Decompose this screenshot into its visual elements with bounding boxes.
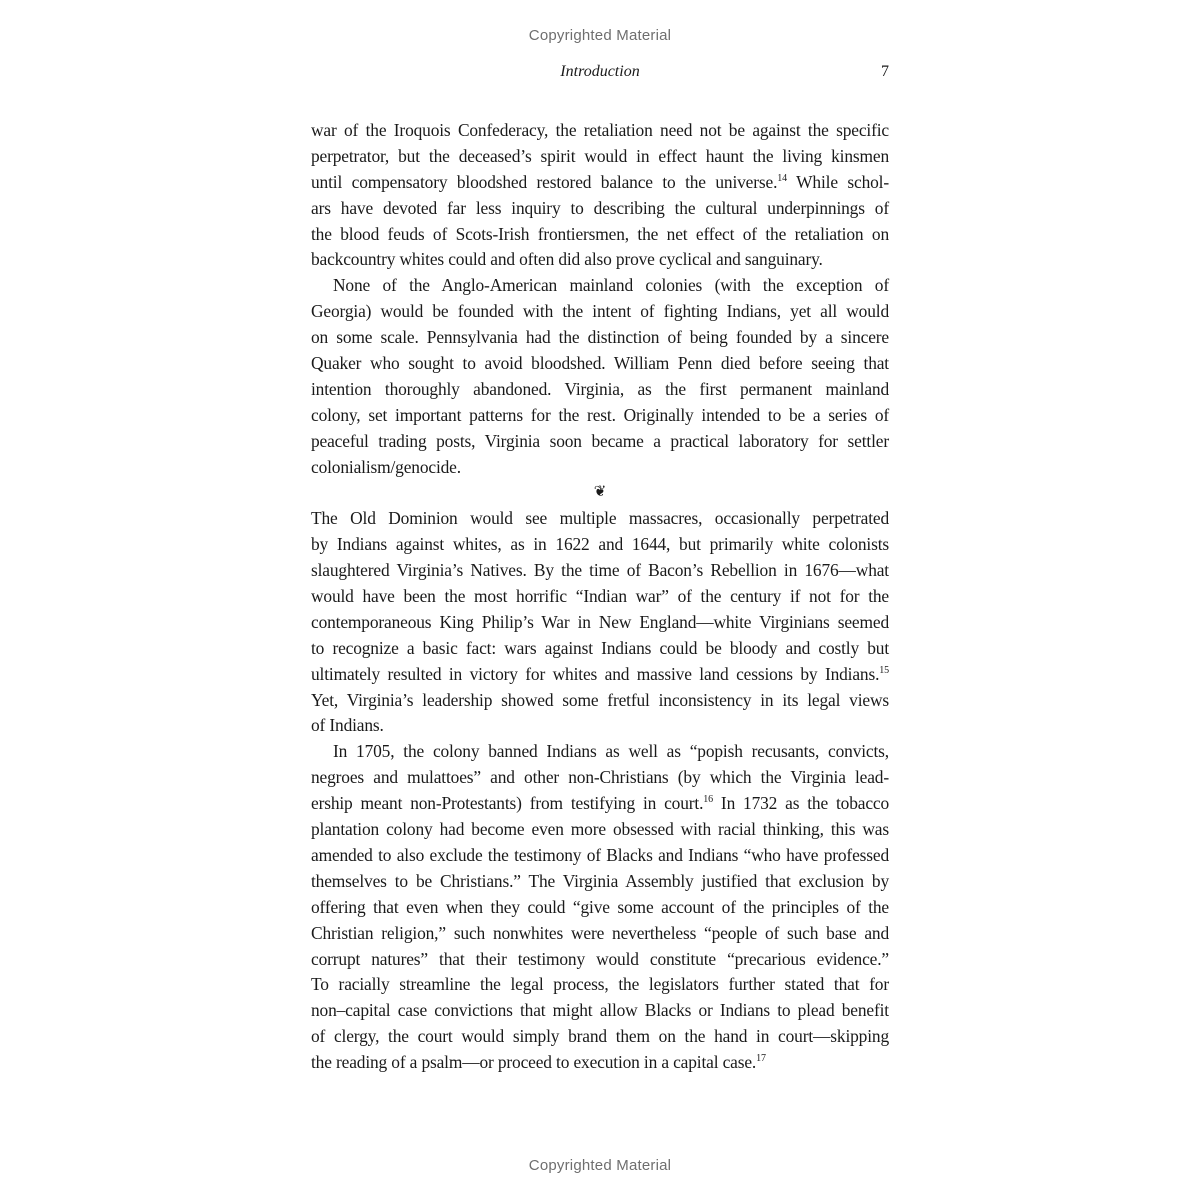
text-line: Yet, Virginia’s leadership showed some fretful inconsistency in its legal views: [311, 689, 889, 710]
text-line: corrupt natures” that their testimony would constitute “precarious evidence.”: [311, 948, 889, 969]
text-line: backcountry whites could and often did also prove cyclical and sanguinary.: [311, 249, 823, 270]
text-line: Quaker who sought to avoid bloodshed. William Penn died before seeing that: [311, 353, 889, 374]
text-line: The Old Dominion would see multiple massacres, occasionally perpetrated: [311, 508, 889, 529]
paragraph: [311, 273, 889, 480]
running-head: [311, 63, 889, 85]
text-line: offering that even when they could “give some account of the principles of the: [311, 896, 889, 917]
text-segment: While schol-: [786, 171, 889, 192]
text-line: None of the Anglo-American mainland colonies (with the exception of: [333, 275, 889, 296]
text-line: perpetrator, but the deceased’s spirit would in effect haunt the living kinsmen: [311, 145, 889, 166]
text-segment: the reading of a psalm—or proceed to execution in a capital case.: [311, 1052, 757, 1073]
footnote-reference[interactable]: 16: [703, 794, 713, 806]
text-line: the blood feuds of Scots-Irish frontiersmen, the net effect of the retaliation on: [311, 223, 889, 244]
text-line: non–capital case convictions that might allow Blacks or Indians to plead benefit: [311, 1000, 889, 1021]
footnote-reference[interactable]: 17: [756, 1053, 766, 1065]
section-break-ornament-icon: ❦: [593, 484, 607, 501]
footnote-reference[interactable]: 14: [777, 172, 787, 184]
paragraph: [311, 118, 889, 273]
paragraph: [311, 739, 889, 1076]
text-line: to recognize a basic fact: wars against Indians could be bloody and costly but: [311, 637, 889, 658]
text-line: slaughtered Virginia’s Natives. By the time of Bacon’s Rebellion in 1676—what: [311, 560, 889, 581]
text-segment: ultimately resulted in victory for whites and massive land cessions by Indians.: [311, 663, 880, 684]
text-line: on some scale. Pennsylvania had the distinction of being founded by a sincere: [311, 327, 889, 348]
text-segment: until compensatory bloodshed restored balance to the universe.: [311, 171, 778, 192]
copyright-watermark-top: Copyrighted Material: [528, 27, 672, 44]
running-head-title: Introduction: [560, 63, 640, 80]
text-line: peaceful trading posts, Virginia soon became a practical laboratory for settler: [311, 430, 889, 451]
text-line: [311, 662, 889, 688]
text-line: themselves to be Christians.” The Virginia Assembly justified that exclusion by: [311, 870, 889, 891]
text-line: contemporaneous King Philip’s War in New England—white Virginians seemed: [311, 611, 889, 632]
text-line: negroes and mulattoes” and other non-Christians (by which the Virginia lead-: [311, 767, 889, 788]
text-segment: ership meant non-Protestants) from testifying in court.: [311, 793, 704, 814]
text-line: would have been the most horrific “Indian war” of the century if not for the: [311, 586, 889, 607]
page-number: 7: [881, 63, 889, 80]
text-line: ars have devoted far less inquiry to describing the cultural underpinnings of: [311, 197, 889, 218]
text-segment: In 1732 as the tobacco: [713, 793, 889, 814]
text-line: colonialism/genocide.: [311, 456, 461, 477]
text-line: In 1705, the colony banned Indians as well as “popish recusants, convicts,: [333, 741, 889, 762]
text-line: [311, 791, 889, 817]
text-line: [311, 1050, 889, 1076]
footnote-reference[interactable]: 15: [879, 664, 889, 676]
body-text: [311, 118, 889, 1076]
text-line: Georgia) would be founded with the intent of fighting Indians, yet all would: [311, 301, 889, 322]
text-line: war of the Iroquois Confederacy, the retaliation need not be against the specific: [311, 120, 889, 140]
text-line: of clergy, the court would simply brand them on the hand in court—skipping: [311, 1026, 889, 1047]
text-line: intention thoroughly abandoned. Virginia, as the first permanent mainland: [311, 378, 889, 399]
text-line: colony, set important patterns for the rest. Originally intended to be a series of: [311, 404, 889, 425]
text-line: To racially streamline the legal process, the legislators further stated that for: [311, 974, 889, 995]
text-line: Christian religion,” such nonwhites were nevertheless “people of such base and: [311, 922, 889, 943]
text-line: [311, 170, 889, 196]
paragraph: [311, 506, 889, 739]
copyright-watermark-bottom: Copyrighted Material: [528, 1157, 672, 1174]
text-line: of Indians.: [311, 715, 384, 736]
text-line: by Indians against whites, as in 1622 and 1644, but primarily white colonists: [311, 534, 889, 555]
text-line: amended to also exclude the testimony of Blacks and Indians “who have professed: [311, 844, 889, 865]
text-line: plantation colony had become even more obsessed with racial thinking, this was: [311, 819, 889, 840]
